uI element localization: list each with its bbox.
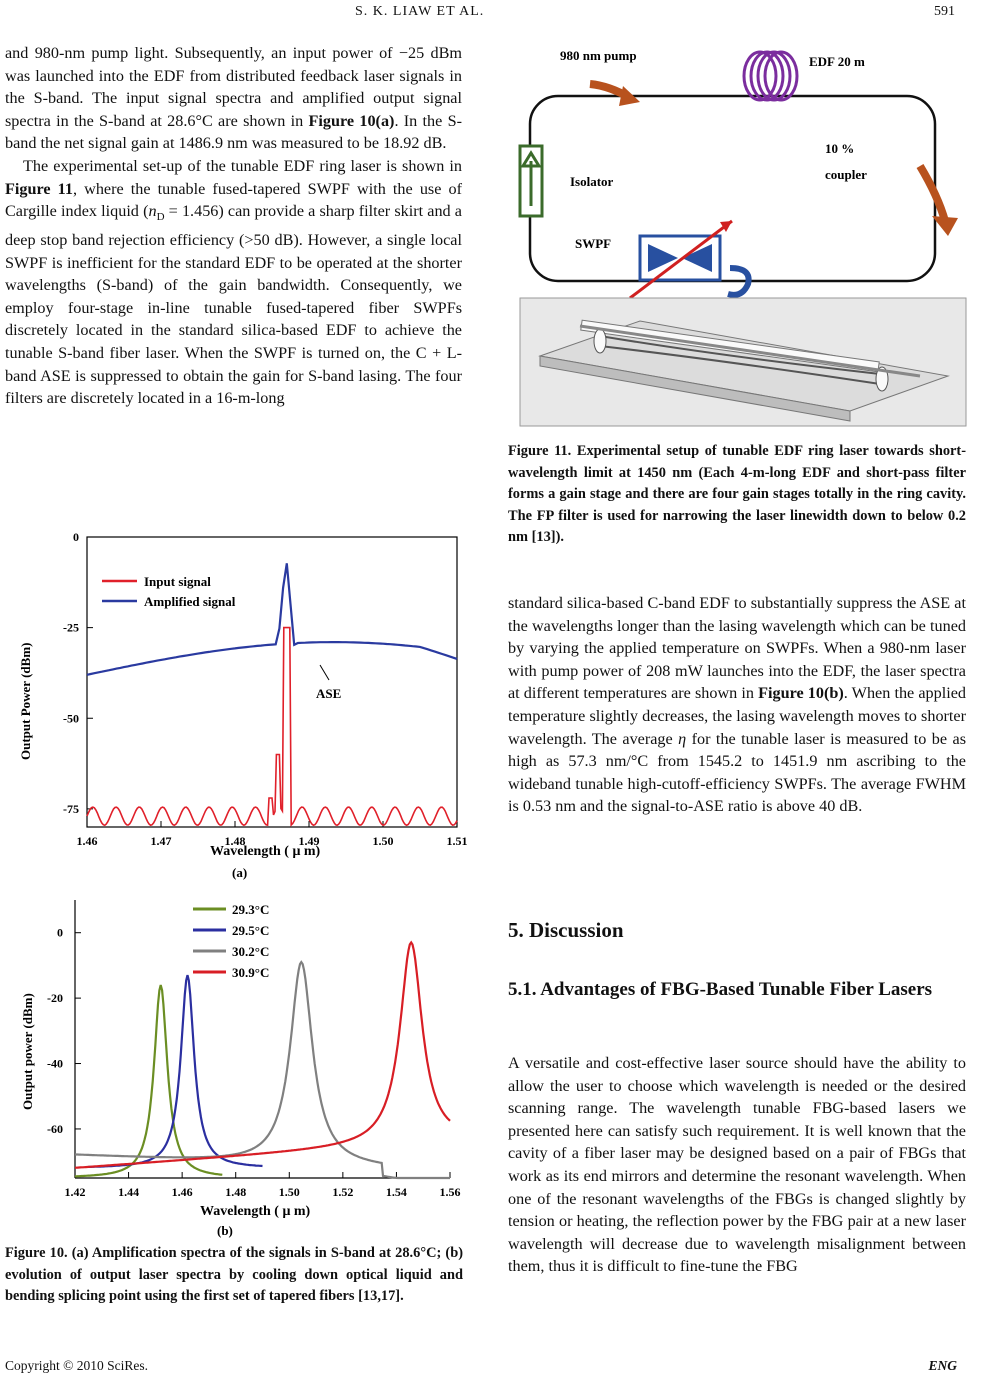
coupler-label: coupler [825,167,867,182]
paragraph: and 980-nm pump light. Subsequently, an input power of −25 dBm was launched into the EDF from distributed feedback laser signals in the S-band. The input signal spectra and amplified output signal spectra in the S-band at 28.6°C are shown in Figure 10(a). In the S-band the net signal gain at 1486.9 nm was measured to be 18.92 dB. [5,44,462,153]
y-tick-label: 0 [57,925,63,940]
x-axis-label: Wavelength ( μ m) [200,1204,311,1219]
paragraph: standard silica-based C-band EDF to substantially suppress the ASE at the wavelengths longer than the lasing wavelength which can be tuned by varying the applied temperature on SWPFs. When a 980-nm laser with pump power of 208 mW launches into the EDF, the laser spectra at different temperatures are shown in Figure 10(b). When the applied temperature slightly decreases, the lasing wavelength moves to shorter wavelength. The average η for the tunable laser is measured to be as high as 57.3 nm/°C from 1545.2 to 1451.9 nm ascribing to the wideband tunable high-cutoff-efficiency SWPFs. The average FWHM is 0.53 nm and the signal-to-ASE ratio is above 40 dB. [508,594,966,816]
running-header [0,4,969,24]
pump-label: 980 nm pump [560,48,637,63]
swpf-label: SWPF [575,236,612,251]
y-tick-label: -20 [47,991,63,1006]
y-tick-label: -50 [63,711,79,726]
isolator-label: Isolator [570,174,614,189]
figure-11-caption: Figure 11. Experimental setup of tunable EDF ring laser towards short-wavelength limit at 1450 nm (Each 4-m-long EDF and short-pass filter forms a gain stage and there are four gain stages totally in the ring cavity. The FP filter is used for narrowing the laser linewidth down to below 0.2 nm [13]). [508,443,966,545]
ase-annotation: ASE [316,686,342,701]
figure-10b [10,885,465,1238]
figure-11 [520,36,966,429]
legend-label-30-9: 30.9°C [232,965,270,980]
x-tick-label: 1.47 [150,834,172,848]
x-tick-label: 1.49 [298,834,320,848]
y-axis-label: Output Power (dBm) [18,642,33,760]
isolator-icon [520,146,542,216]
x-tick-label: 1.52 [332,1185,354,1199]
coupler-percent-label: 10 % [825,141,855,156]
left-column-text [5,42,462,410]
x-tick-label: 1.54 [385,1185,407,1199]
panel-label: (a) [232,865,248,880]
series-29-3c-line [75,985,222,1176]
section-heading: 5. Discussion [508,918,624,942]
legend-amplified-label: Amplified signal [144,594,236,609]
running-title: S. K. LIAW ET AL. [355,4,485,19]
y-tick-label: -75 [63,801,79,816]
amplified-signal-line [87,563,457,675]
legend-label-29-3: 29.3°C [232,902,270,917]
page-number: 591 [934,4,955,19]
x-tick-label: 1.56 [439,1185,461,1199]
figure-10a [10,525,468,880]
x-axis-label: Wavelength ( μ m) [210,844,321,859]
x-tick-label: 1.46 [171,1185,193,1199]
y-axis-label: Output power (dBm) [20,993,35,1110]
x-tick-label: 1.48 [225,1185,247,1199]
y-tick-label: -25 [63,620,79,635]
right-column-lower-text [508,1052,966,1278]
plot-frame [87,537,457,827]
output-arrow [920,166,945,221]
input-signal-line [87,628,457,826]
x-tick-label: 1.50 [372,834,394,848]
x-tick-label: 1.46 [76,834,98,848]
edf-label: EDF 20 m [809,54,865,69]
legend-input-label: Input signal [144,574,211,589]
x-tick-label: 1.50 [278,1185,300,1199]
y-tick-label: -60 [47,1121,63,1136]
panel-label: (b) [217,1223,233,1238]
paragraph: A versatile and cost-effective laser source should have the ability to allow the user to choose which wavelength is needed or the desired scanning range. The wavelength tunable FBG-based lasers we presented here can satisfy such requirement. It is well known that the cavity of a fiber laser may be designed based on a pair of FBGs that work as its end mirrors and determine the resonant wavelength. When one of the resonant wavelengths of the FBGs is changed slightly by tension or heating, the reflection power by the FBG pair at a new laser wavelength will decrease due to wavelength misalignment between them, thus it is difficult to fine-tune the FBG [508,1054,966,1276]
legend-label-30-2: 30.2°C [232,944,270,959]
x-tick-label: 1.48 [224,834,246,848]
copyright-notice: Copyright © 2010 SciRes. [5,1358,149,1373]
y-tick-label: 0 [73,530,79,544]
swpf-icon [640,236,720,280]
right-column-text [508,592,966,818]
legend-label-29-5: 29.5°C [232,923,270,938]
edf-coil-icon [744,52,797,100]
figure-reference: Figure 10(a) [308,111,395,130]
journal-abbrev: ENG [928,1358,957,1373]
figure-10-caption: Figure 10. (a) Amplification spectra of the signals in S-band at 28.6°C; (b) evolution of output laser spectra by cooling down optical liquid and bending splicing point using the first set of tapered fibers [13,17]. [5,1245,463,1304]
subsection-heading: 5.1. Advantages of FBG-Based Tunable Fiber Lasers [508,979,933,1000]
x-tick-label: 1.51 [446,834,468,848]
y-tick-label: -40 [47,1056,63,1071]
figure-reference: Figure 10(b) [758,684,844,703]
paragraph: The experimental set-up of the tunable EDF ring laser is shown in Figure 11, where the tunable fused-tapered SWPF with the use of Cargille index liquid $(n_D = 1.456)$ can provide a sharp filter skirt and a deep stop band rejection efficiency (>50 dB). However, a single local SWPF is inefficient for the standard EDF to be operated at the shorter wavelengths (S-band) of the gain bandwidth. Consequently, we employ four-stage in-line tunable fused-tapered fiber SWPFs discretely located in the standard silica-based EDF to achieve the tunable S-band fiber laser. When the SWPF is turned on, the C + L-band ASE is suppressed to obtain the gain for S-band lasing. The four filters are discretely located in a 16-m-long [5,156,462,408]
x-tick-label: 1.44 [118,1185,140,1199]
ase-pointer [320,665,329,680]
figure-reference: Figure 11 [5,179,73,198]
x-tick-label: 1.42 [64,1185,86,1199]
